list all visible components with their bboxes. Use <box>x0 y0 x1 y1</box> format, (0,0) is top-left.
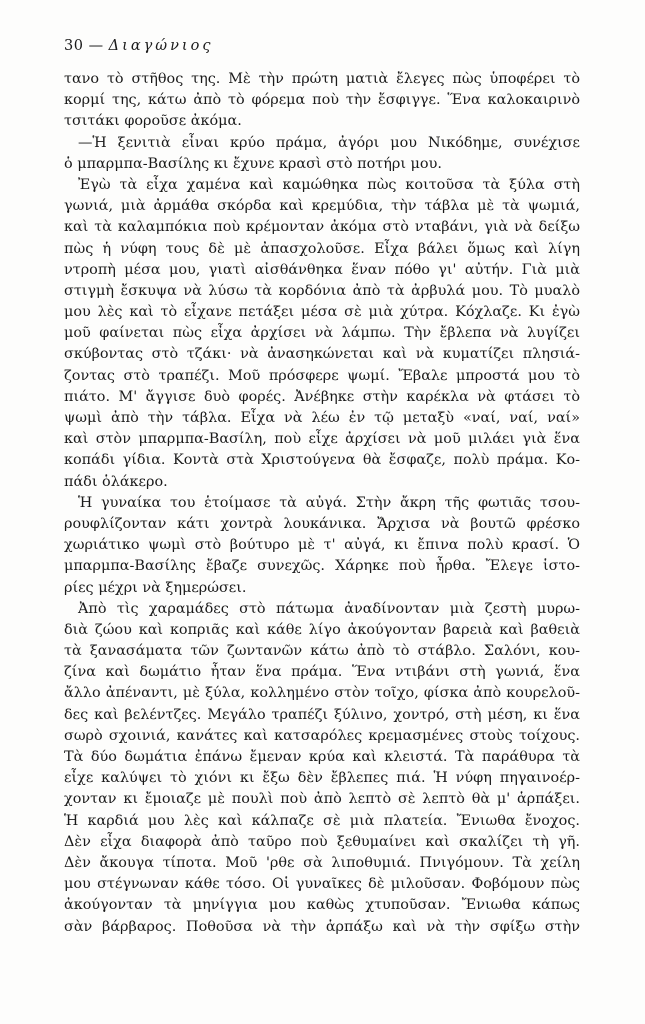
text-line: ψωμὶ ἀπὸ τὴν τάβλα. Εἶχα νὰ λέω ἐν τῷ μεταξὺ «ναί, ναί, ναί» <box>64 410 580 426</box>
text-line: εἶχε καλύψει τὸ χιόνι κι ἔξω δὲν ἔβλεπες πιά. Ἡ νύφη πηγαινοέρ- <box>64 770 580 787</box>
text-line: ἄλλο ἀπέναντι, μὲ ξύλα, κολλημένο στὸν τοῖχο, φίσκα ἀπὸ κουρελοῦ- <box>64 685 580 702</box>
running-header <box>64 38 213 54</box>
text-line: χονταν κι ἔμοιαζε μὲ πουλὶ ποὺ ἀπὸ λεπτὸ σὲ λεπτὸ θὰ μ' ἁρπάξει. <box>64 791 580 808</box>
text-line: ζίνα καὶ δωμάτιο ἦταν ἕνα πράμα. Ἕνα ντιβάνι στὴ γωνιά, ἕνα <box>64 664 580 681</box>
body-text <box>64 69 580 938</box>
text-line: σὰν βάρβαρος. Ποθοῦσα νὰ τὴν ἁρπάξω καὶ νὰ τὴν σφίξω στὴν <box>64 918 580 935</box>
text-line: ρίες μέχρι νὰ ξημερώσει. <box>64 579 247 596</box>
text-line: μπαρμπα-Βασίλης ἔβαζε συνεχῶς. Χάρηκε ποὺ ἦρθα. Ἔλεγε ἱστο- <box>64 558 580 575</box>
header-dash: — <box>88 38 104 54</box>
text-line: τανο τὸ στῆθος της. Μὲ τὴν πρώτη ματιὰ ἔλεγες πὼς ὑποφέρει τὸ <box>64 71 580 87</box>
text-line: ζοντας στὸ τραπέζι. Μοῦ πρόσφερε ψωμί. Ἔβαλε μπροστά μου τὸ <box>64 367 580 384</box>
text-line: τὰ ξανασάματα τῶν ζωντανῶν κάτω ἀπὸ τὸ στάβλο. Σαλόνι, κου- <box>64 643 580 660</box>
text-line: Ἐγὼ τὰ εἶχα χαμένα καὶ καμώθηκα πὼς κοιτοῦσα τὰ ξύλα στὴ <box>78 176 580 193</box>
text-line: κοπάδι γίδια. Κοντὰ στὰ Χριστούγενα θὰ ἔσφαζε, πολὺ πράμα. Κο- <box>64 452 580 469</box>
text-line: ἀκούγονταν τὰ μηνίγγια μου καθὼς χτυποῦσαν. Ἔνιωθα κάπως <box>64 897 580 914</box>
text-line: Δὲν εἶχα διαφορὰ ἀπὸ ταῦρο ποὺ ξεθυμαίνει καὶ σκαλίζει τὴ γῆ. <box>64 833 580 850</box>
text-line: Τὰ δύο δωμάτια ἐπάνω ἔμεναν κρύα καὶ κλειστά. Τὰ παράθυρα τὰ <box>64 749 580 765</box>
text-line: —Ἡ ξενιτιὰ εἶναι κρύο πράμα, ἀγόρι μου Νικόδημε, συνέχισε <box>78 134 580 151</box>
text-line: πὼς ἡ νύφη τους δὲ μὲ ἀπασχολοῦσε. Εἶχα βάλει ὅμως καὶ λίγη <box>64 240 580 257</box>
text-line: Ἀπὸ τὶς χαραμάδες στὸ πάτωμα ἀναδίνονταν μιὰ ζεστὴ μυρω- <box>78 600 580 617</box>
text-line: σκύβοντας στὸ τζάκι· νὰ ἀνασηκώνεται καὶ νὰ κυματίζει πλησιά- <box>64 346 580 363</box>
text-line: χωριάτικο ψωμὶ στὸ βούτυρο μὲ τ' αὐγά, κι ἔπινα πολὺ κρασί. Ὁ <box>64 537 580 554</box>
text-line: ὁ μπαρμπα-Βασίλης κι ἔχυνε κρασὶ στὸ ποτήρι μου. <box>64 155 442 172</box>
text-line: πιάτο. Μ' ἄγγισε δυὸ φορές. Ἀνέβηκε στὴν καρέκλα νὰ φτάσει τὸ <box>64 388 580 405</box>
text-line: γωνιά, μιὰ ἀρμάθα σκόρδα καὶ κρεμύδια, τὴν τάβλα μὲ τὰ ψωμιά, <box>64 198 580 215</box>
text-line: καὶ τὰ καλαμπόκια ποὺ κρέμονταν ἀκόμα στὸ νταβάνι, γιὰ νὰ δείξω <box>64 219 580 236</box>
text-line: καὶ στὸν μπαρμπα-Βασίλη, ποὺ εἶχε ἀρχίσει νὰ μοῦ μιλάει γιὰ ἕνα <box>64 431 580 448</box>
text-line: τσιτάκι φοροῦσε ἀκόμα. <box>64 113 242 130</box>
text-line: πάδι ὁλάκερο. <box>64 473 168 490</box>
text-line: ρουφλίζονταν κάτι χοντρὰ λουκάνικα. Ἄρχισα νὰ βουτῶ φρέσκο <box>64 515 580 532</box>
text-line: Ἡ καρδιά μου λὲς καὶ κάλπαζε σὲ μιὰ πλατεία. Ἔνιωθα ἔνοχος. <box>64 812 580 829</box>
text-line: μου στέγνωναν κάθε τόσο. Οἱ γυναῖκες δὲ μιλοῦσαν. Φοβόμουν πὼς <box>64 876 580 893</box>
text-line: ντροπὴ μέσα μου, γιατὶ αἰσθάνθηκα ἕναν πόθο γι' αὐτήν. Γιὰ μιὰ <box>64 261 580 278</box>
text-line: δες καὶ βελέντζες. Μεγάλο τραπέζι ξύλινο, χοντρό, στὴ μέση, κι ἕνα <box>64 706 580 723</box>
page-number: 30 <box>64 38 84 54</box>
text-line: στιγμὴ ἔσκυψα νὰ λύσω τὰ κορδόνια ἀπὸ τὰ ἀρβυλά μου. Τὸ μυαλὸ <box>64 282 580 299</box>
text-line: κορμί της, κάτω ἀπὸ τὸ φόρεμα ποὺ τὴν ἔσφιγγε. Ἕνα καλοκαιρινὸ <box>64 92 580 109</box>
text-line: Ἡ γυναίκα του ἑτοίμασε τὰ αὐγά. Στὴν ἄκρη τῆς φωτιᾶς τσου- <box>78 494 580 511</box>
text-line: Δὲν ἄκουγα τίποτα. Μοῦ 'ρθε σὰ λιποθυμιά. Πνιγόμουν. Τὰ χείλη <box>64 854 580 871</box>
text-line: μου λὲς καὶ τὸ εἶχανε πετάξει μέσα σὲ μιὰ χύτρα. Κόχλαζε. Κι ἐγὼ <box>64 304 580 321</box>
text-line: διὰ ζώου καὶ κοπριᾶς καὶ κάθε λίγο ἀκούγονταν βαρειὰ καὶ βαθειὰ <box>64 621 580 638</box>
text-line: σωρὸ σχοινιά, κανάτες καὶ κατσαρόλες κρεμασμένες στοὺς τοίχους. <box>64 727 580 744</box>
book-title: Διαγώνιος <box>108 38 214 54</box>
text-line: μοῦ φαίνεται πὼς εἶχα ἀρχίσει νὰ λάμπω. Τὴν ἔβλεπα νὰ λυγίζει <box>64 325 580 342</box>
